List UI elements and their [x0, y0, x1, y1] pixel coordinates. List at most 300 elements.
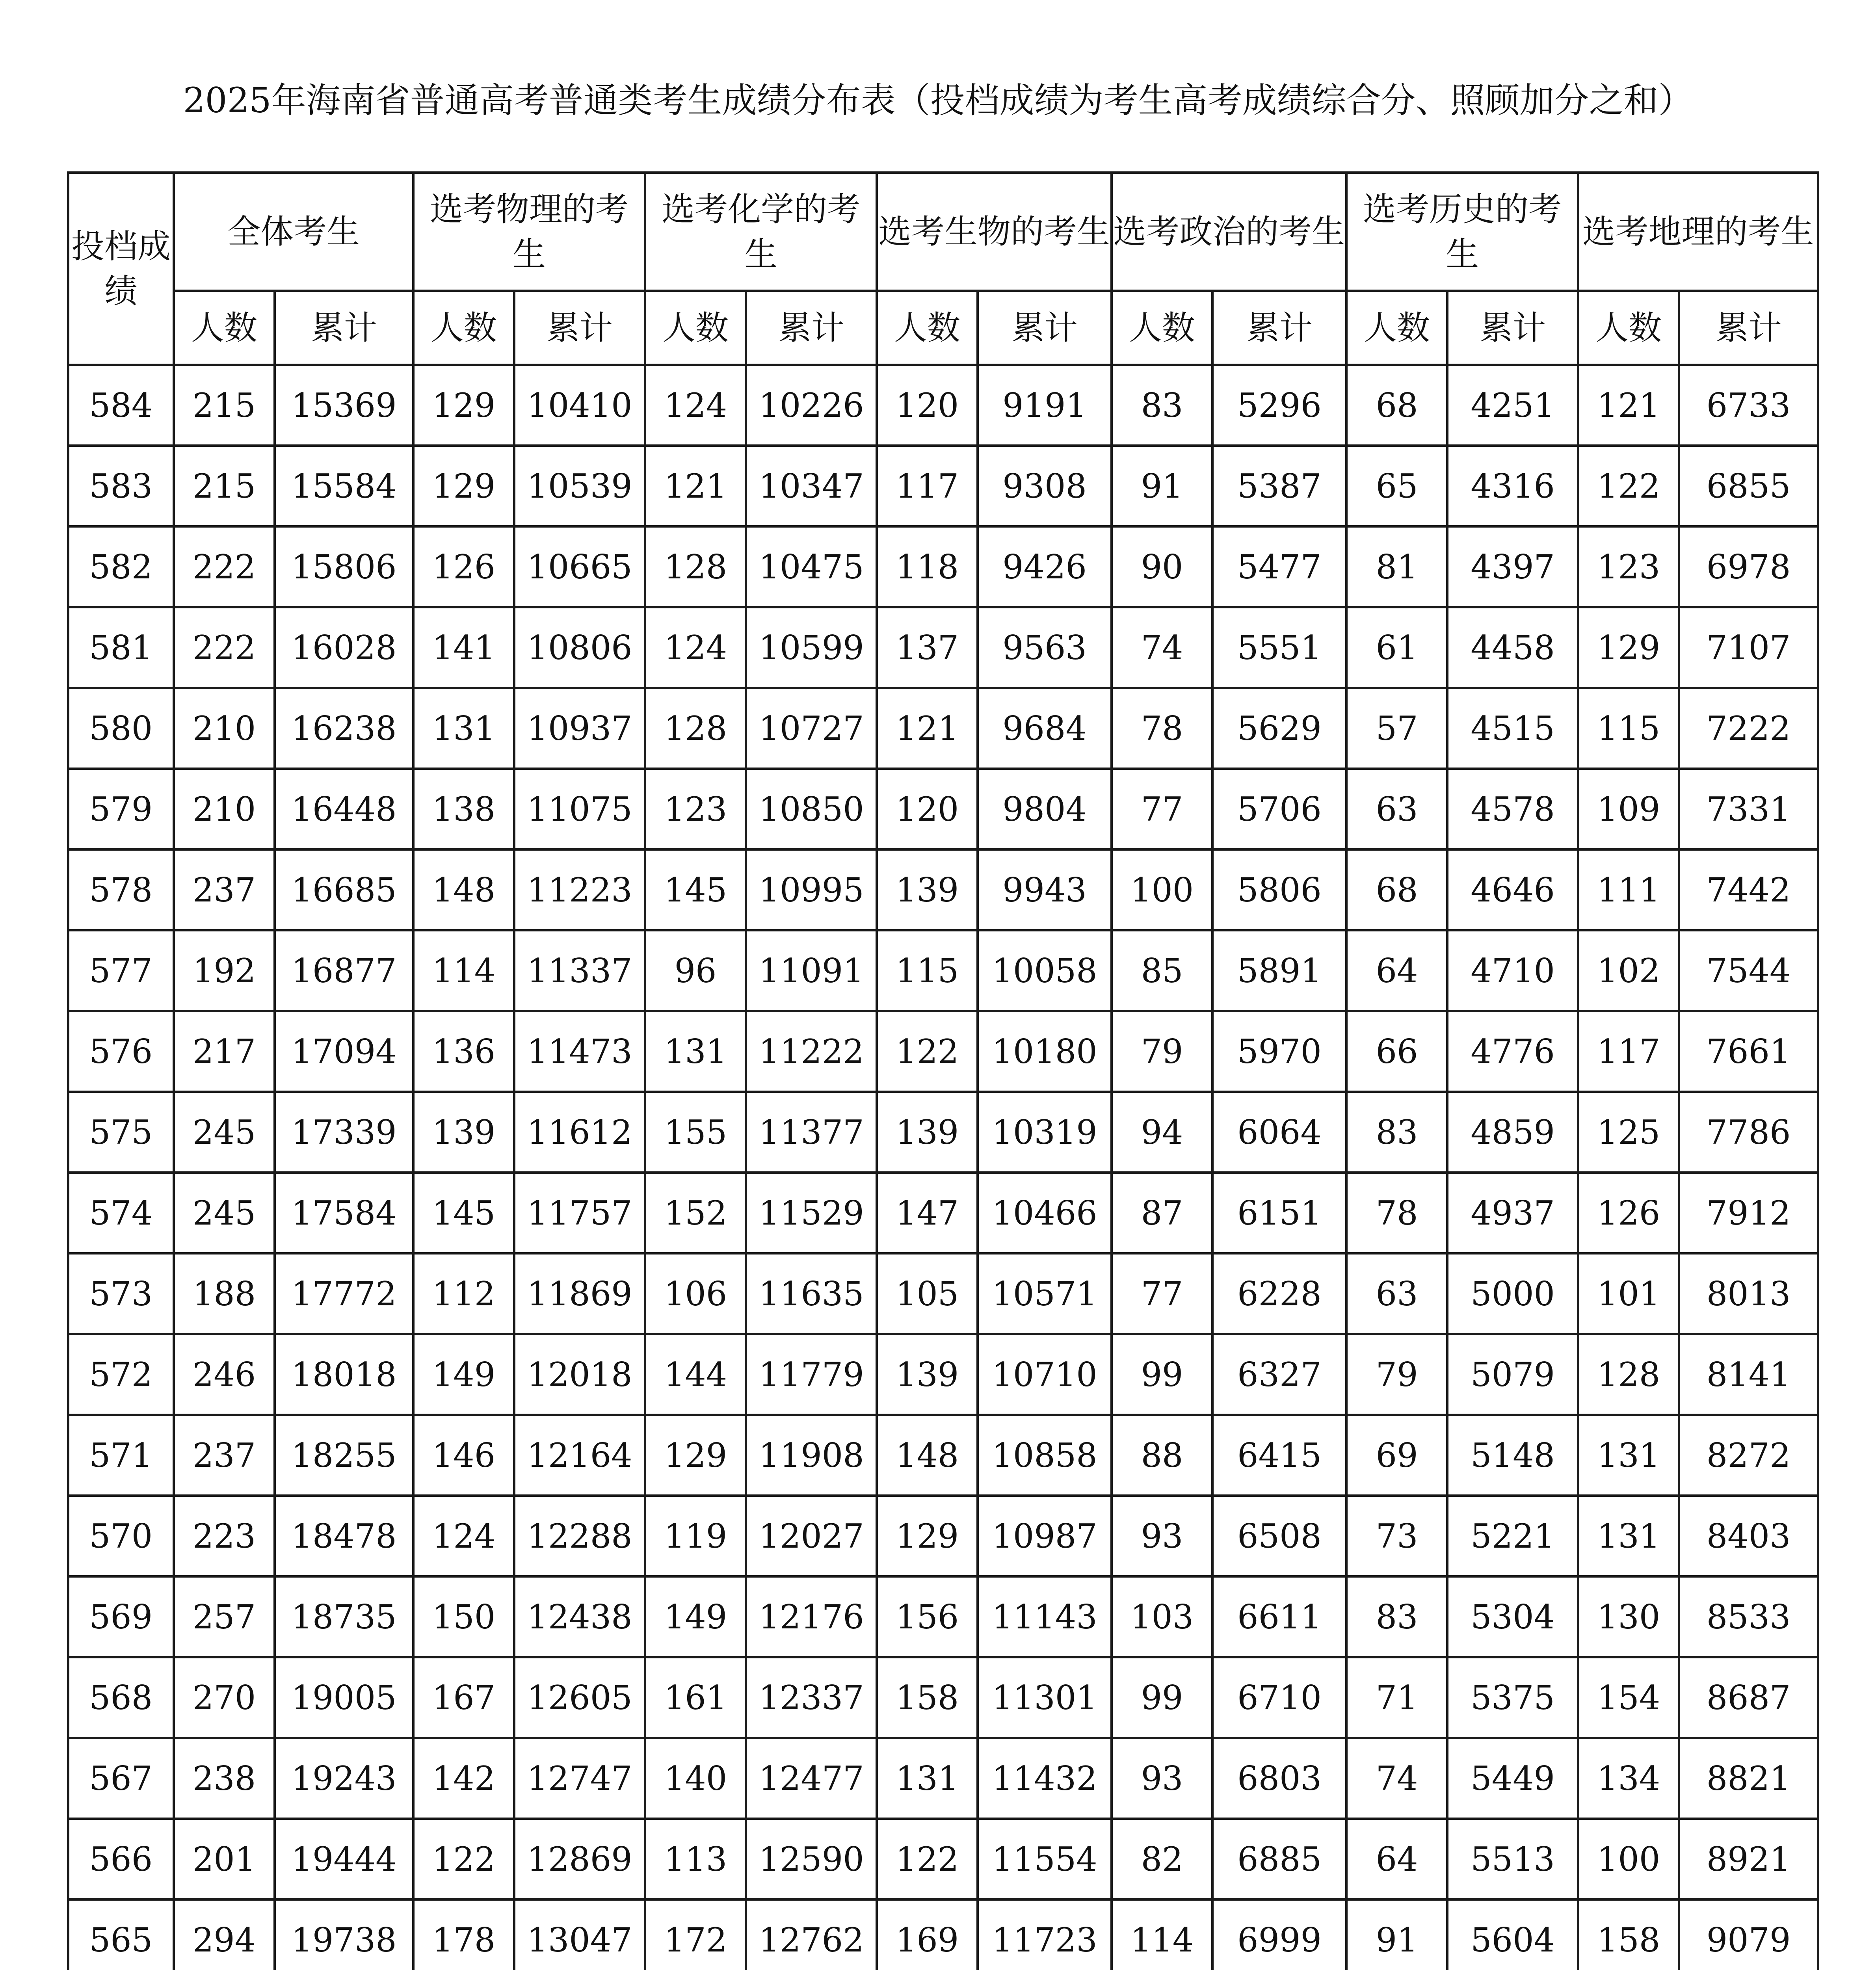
- count-cell: 122: [1578, 446, 1679, 526]
- score-cell: 575: [68, 1092, 174, 1173]
- cumulative-cell: 12337: [746, 1657, 877, 1738]
- cumulative-cell: 5000: [1447, 1253, 1578, 1334]
- score-cell: 580: [68, 688, 174, 769]
- cumulative-cell: 7222: [1679, 688, 1818, 769]
- cumulative-cell: 6611: [1212, 1576, 1346, 1657]
- cumulative-cell: 6733: [1679, 365, 1818, 446]
- cumulative-cell: 5477: [1212, 526, 1346, 607]
- count-cell: 96: [645, 930, 746, 1011]
- cumulative-cell: 18478: [275, 1496, 413, 1576]
- cumulative-cell: 7544: [1679, 930, 1818, 1011]
- cumulative-cell: 10599: [746, 607, 877, 688]
- cumulative-cell: 8403: [1679, 1496, 1818, 1576]
- count-cell: 147: [877, 1173, 978, 1253]
- count-header: 人数: [1346, 291, 1447, 365]
- cumulative-cell: 12027: [746, 1496, 877, 1576]
- count-cell: 117: [1578, 1011, 1679, 1092]
- cumulative-cell: 11337: [514, 930, 645, 1011]
- count-cell: 114: [1112, 1899, 1212, 1970]
- count-cell: 119: [645, 1496, 746, 1576]
- cumulative-cell: 8687: [1679, 1657, 1818, 1738]
- cumulative-cell: 12869: [514, 1819, 645, 1899]
- count-cell: 90: [1112, 526, 1212, 607]
- count-cell: 124: [413, 1496, 514, 1576]
- cumulative-cell: 9191: [978, 365, 1112, 446]
- cumulative-cell: 12590: [746, 1819, 877, 1899]
- cumulative-cell: 10475: [746, 526, 877, 607]
- count-cell: 130: [1578, 1576, 1679, 1657]
- cumulative-cell: 4937: [1447, 1173, 1578, 1253]
- cumulative-cell: 5296: [1212, 365, 1346, 446]
- count-cell: 210: [174, 769, 275, 849]
- count-cell: 121: [645, 446, 746, 526]
- table-row: [68, 607, 1818, 688]
- count-cell: 270: [174, 1657, 275, 1738]
- document-title: 2025年海南省普通高考普通类考生成绩分布表（投档成绩为考生高考成绩综合分、照顾加分之和）: [183, 80, 1693, 121]
- cumulative-cell: 9943: [978, 849, 1112, 930]
- table-row: [68, 1576, 1818, 1657]
- cumulative-cell: 11473: [514, 1011, 645, 1092]
- cumulative-cell: 19005: [275, 1657, 413, 1738]
- cumulative-cell: 11301: [978, 1657, 1112, 1738]
- count-header: 人数: [174, 291, 275, 365]
- count-cell: 167: [413, 1657, 514, 1738]
- cumulative-cell: 9804: [978, 769, 1112, 849]
- cumulative-cell: 5221: [1447, 1496, 1578, 1576]
- cumulative-cell: 8821: [1679, 1738, 1818, 1819]
- cumulative-cell: 16238: [275, 688, 413, 769]
- cumulative-cell: 6885: [1212, 1819, 1346, 1899]
- count-cell: 117: [877, 446, 978, 526]
- cumulative-cell: 5806: [1212, 849, 1346, 930]
- count-header: 人数: [1112, 291, 1212, 365]
- count-cell: 77: [1112, 1253, 1212, 1334]
- count-cell: 122: [877, 1011, 978, 1092]
- table-row: [68, 1173, 1818, 1253]
- count-cell: 105: [877, 1253, 978, 1334]
- count-cell: 158: [877, 1657, 978, 1738]
- score-cell: 581: [68, 607, 174, 688]
- count-cell: 124: [645, 365, 746, 446]
- cumulative-cell: 10466: [978, 1173, 1112, 1253]
- count-cell: 192: [174, 930, 275, 1011]
- count-cell: 79: [1346, 1334, 1447, 1415]
- count-cell: 125: [1578, 1092, 1679, 1173]
- count-cell: 129: [413, 446, 514, 526]
- count-cell: 128: [1578, 1334, 1679, 1415]
- count-cell: 69: [1346, 1415, 1447, 1496]
- cumulative-cell: 6415: [1212, 1415, 1346, 1496]
- count-cell: 113: [645, 1819, 746, 1899]
- cumulative-cell: 8272: [1679, 1415, 1818, 1496]
- count-header: 人数: [877, 291, 978, 365]
- group-header: 选考物理的考生: [413, 173, 645, 291]
- cumulative-cell: 11723: [978, 1899, 1112, 1970]
- count-cell: 128: [645, 526, 746, 607]
- score-cell: 571: [68, 1415, 174, 1496]
- table-row: [68, 526, 1818, 607]
- count-cell: 140: [645, 1738, 746, 1819]
- cumulative-cell: 6855: [1679, 446, 1818, 526]
- score-cell: 572: [68, 1334, 174, 1415]
- count-cell: 137: [877, 607, 978, 688]
- count-cell: 100: [1112, 849, 1212, 930]
- cumulative-cell: 7331: [1679, 769, 1818, 849]
- cumulative-cell: 8533: [1679, 1576, 1818, 1657]
- cumulative-cell: 19243: [275, 1738, 413, 1819]
- count-cell: 73: [1346, 1496, 1447, 1576]
- cumulative-cell: 16028: [275, 607, 413, 688]
- group-header: 选考化学的考生: [645, 173, 877, 291]
- count-cell: 81: [1346, 526, 1447, 607]
- count-cell: 131: [413, 688, 514, 769]
- cumulative-cell: 15584: [275, 446, 413, 526]
- count-cell: 215: [174, 446, 275, 526]
- cumulative-cell: 10987: [978, 1496, 1112, 1576]
- count-cell: 139: [877, 849, 978, 930]
- cumulative-cell: 11529: [746, 1173, 877, 1253]
- score-cell: 584: [68, 365, 174, 446]
- count-cell: 83: [1112, 365, 1212, 446]
- count-header: 人数: [413, 291, 514, 365]
- cumulative-cell: 6151: [1212, 1173, 1346, 1253]
- count-cell: 124: [645, 607, 746, 688]
- count-cell: 141: [413, 607, 514, 688]
- count-cell: 201: [174, 1819, 275, 1899]
- cumulative-cell: 12018: [514, 1334, 645, 1415]
- count-cell: 215: [174, 365, 275, 446]
- table-row: [68, 769, 1818, 849]
- score-cell: 569: [68, 1576, 174, 1657]
- count-cell: 61: [1346, 607, 1447, 688]
- count-cell: 121: [1578, 365, 1679, 446]
- table-row: [68, 1253, 1818, 1334]
- count-cell: 223: [174, 1496, 275, 1576]
- cumulative-cell: 11075: [514, 769, 645, 849]
- cumulative-cell: 13047: [514, 1899, 645, 1970]
- score-cell: 576: [68, 1011, 174, 1092]
- cumulative-cell: 11143: [978, 1576, 1112, 1657]
- cumulative-cell: 12747: [514, 1738, 645, 1819]
- count-cell: 57: [1346, 688, 1447, 769]
- score-cell: 583: [68, 446, 174, 526]
- cumulative-cell: 6710: [1212, 1657, 1346, 1738]
- count-cell: 172: [645, 1899, 746, 1970]
- count-cell: 169: [877, 1899, 978, 1970]
- cumulative-cell: 11222: [746, 1011, 877, 1092]
- cumulative-cell: 19738: [275, 1899, 413, 1970]
- count-cell: 129: [645, 1415, 746, 1496]
- cumulative-cell: 17094: [275, 1011, 413, 1092]
- count-cell: 102: [1578, 930, 1679, 1011]
- count-cell: 112: [413, 1253, 514, 1334]
- count-cell: 87: [1112, 1173, 1212, 1253]
- table-row: [68, 1415, 1818, 1496]
- count-cell: 101: [1578, 1253, 1679, 1334]
- count-cell: 63: [1346, 1253, 1447, 1334]
- count-cell: 123: [1578, 526, 1679, 607]
- count-cell: 115: [1578, 688, 1679, 769]
- count-cell: 139: [877, 1092, 978, 1173]
- cumulative-cell: 8141: [1679, 1334, 1818, 1415]
- cumulative-cell: 4859: [1447, 1092, 1578, 1173]
- count-cell: 93: [1112, 1738, 1212, 1819]
- score-cell: 573: [68, 1253, 174, 1334]
- count-cell: 131: [645, 1011, 746, 1092]
- count-cell: 126: [1578, 1173, 1679, 1253]
- count-cell: 82: [1112, 1819, 1212, 1899]
- count-cell: 155: [645, 1092, 746, 1173]
- count-header: 人数: [645, 291, 746, 365]
- cumulative-cell: 6508: [1212, 1496, 1346, 1576]
- count-cell: 79: [1112, 1011, 1212, 1092]
- cumulative-cell: 16685: [275, 849, 413, 930]
- count-cell: 238: [174, 1738, 275, 1819]
- cumulative-cell: 11091: [746, 930, 877, 1011]
- count-cell: 129: [877, 1496, 978, 1576]
- count-cell: 68: [1346, 849, 1447, 930]
- count-cell: 129: [1578, 607, 1679, 688]
- cumulative-cell: 10665: [514, 526, 645, 607]
- cumulative-cell: 15369: [275, 365, 413, 446]
- cumulative-cell: 8921: [1679, 1819, 1818, 1899]
- table-row: [68, 688, 1818, 769]
- count-cell: 83: [1346, 1576, 1447, 1657]
- cumulative-cell: 17772: [275, 1253, 413, 1334]
- table-row: [68, 849, 1818, 930]
- group-header: 选考地理的考生: [1578, 173, 1818, 291]
- count-cell: 146: [413, 1415, 514, 1496]
- count-cell: 120: [877, 365, 978, 446]
- count-cell: 94: [1112, 1092, 1212, 1173]
- count-cell: 145: [645, 849, 746, 930]
- count-cell: 103: [1112, 1576, 1212, 1657]
- cumulative-cell: 10937: [514, 688, 645, 769]
- cumulative-cell: 10226: [746, 365, 877, 446]
- count-cell: 122: [413, 1819, 514, 1899]
- count-cell: 65: [1346, 446, 1447, 526]
- count-cell: 150: [413, 1576, 514, 1657]
- cumulative-cell: 10806: [514, 607, 645, 688]
- count-cell: 142: [413, 1738, 514, 1819]
- count-cell: 257: [174, 1576, 275, 1657]
- cumulative-cell: 19444: [275, 1819, 413, 1899]
- count-cell: 154: [1578, 1657, 1679, 1738]
- count-cell: 144: [645, 1334, 746, 1415]
- cumulative-cell: 11554: [978, 1819, 1112, 1899]
- cumulative-cell: 11612: [514, 1092, 645, 1173]
- cumulative-cell: 12477: [746, 1738, 877, 1819]
- table-row: [68, 365, 1818, 446]
- cumulative-cell: 5148: [1447, 1415, 1578, 1496]
- cumulative-cell: 10058: [978, 930, 1112, 1011]
- count-cell: 158: [1578, 1899, 1679, 1970]
- count-cell: 188: [174, 1253, 275, 1334]
- table-row: [68, 446, 1818, 526]
- table-row: [68, 1738, 1818, 1819]
- count-cell: 99: [1112, 1657, 1212, 1738]
- table-body: [68, 365, 1818, 1970]
- cumulative-cell: 5375: [1447, 1657, 1578, 1738]
- cumulative-cell: 18255: [275, 1415, 413, 1496]
- count-cell: 148: [877, 1415, 978, 1496]
- score-cell: 578: [68, 849, 174, 930]
- cumulative-header: 累计: [514, 291, 645, 365]
- cumulative-header: 累计: [1212, 291, 1346, 365]
- count-cell: 138: [413, 769, 514, 849]
- count-cell: 77: [1112, 769, 1212, 849]
- cumulative-cell: 6327: [1212, 1334, 1346, 1415]
- cumulative-header: 累计: [1447, 291, 1578, 365]
- cumulative-cell: 10410: [514, 365, 645, 446]
- score-cell: 579: [68, 769, 174, 849]
- cumulative-cell: 7107: [1679, 607, 1818, 688]
- count-cell: 64: [1346, 930, 1447, 1011]
- cumulative-cell: 12438: [514, 1576, 645, 1657]
- count-cell: 178: [413, 1899, 514, 1970]
- cumulative-cell: 4646: [1447, 849, 1578, 930]
- count-cell: 121: [877, 688, 978, 769]
- cumulative-cell: 5970: [1212, 1011, 1346, 1092]
- count-cell: 131: [1578, 1496, 1679, 1576]
- table-row: [68, 1819, 1818, 1899]
- count-cell: 131: [1578, 1415, 1679, 1496]
- table-row: [68, 1334, 1818, 1415]
- cumulative-cell: 7912: [1679, 1173, 1818, 1253]
- count-cell: 123: [645, 769, 746, 849]
- count-cell: 68: [1346, 365, 1447, 446]
- count-cell: 88: [1112, 1415, 1212, 1496]
- count-cell: 294: [174, 1899, 275, 1970]
- cumulative-cell: 11757: [514, 1173, 645, 1253]
- count-cell: 91: [1346, 1899, 1447, 1970]
- table-row: [68, 930, 1818, 1011]
- cumulative-cell: 10180: [978, 1011, 1112, 1092]
- count-cell: 217: [174, 1011, 275, 1092]
- count-cell: 120: [877, 769, 978, 849]
- count-cell: 106: [645, 1253, 746, 1334]
- count-cell: 156: [877, 1576, 978, 1657]
- cumulative-cell: 9426: [978, 526, 1112, 607]
- cumulative-cell: 10539: [514, 446, 645, 526]
- cumulative-cell: 6978: [1679, 526, 1818, 607]
- group-header: 选考政治的考生: [1112, 173, 1346, 291]
- cumulative-cell: 10710: [978, 1334, 1112, 1415]
- cumulative-cell: 12288: [514, 1496, 645, 1576]
- count-cell: 115: [877, 930, 978, 1011]
- table-row: [68, 1657, 1818, 1738]
- count-cell: 149: [413, 1334, 514, 1415]
- group-header: 选考历史的考生: [1346, 173, 1578, 291]
- count-cell: 64: [1346, 1819, 1447, 1899]
- cumulative-cell: 16877: [275, 930, 413, 1011]
- cumulative-cell: 11908: [746, 1415, 877, 1496]
- cumulative-cell: 7661: [1679, 1011, 1818, 1092]
- cumulative-cell: 18018: [275, 1334, 413, 1415]
- cumulative-cell: 9079: [1679, 1899, 1818, 1970]
- count-cell: 118: [877, 526, 978, 607]
- score-distribution-table: [67, 171, 1819, 1970]
- cumulative-cell: 6228: [1212, 1253, 1346, 1334]
- count-cell: 93: [1112, 1496, 1212, 1576]
- count-cell: 71: [1346, 1657, 1447, 1738]
- cumulative-cell: 6999: [1212, 1899, 1346, 1970]
- cumulative-cell: 11432: [978, 1738, 1112, 1819]
- cumulative-cell: 10858: [978, 1415, 1112, 1496]
- cumulative-cell: 11869: [514, 1253, 645, 1334]
- cumulative-cell: 18735: [275, 1576, 413, 1657]
- cumulative-cell: 4515: [1447, 688, 1578, 769]
- cumulative-cell: 12762: [746, 1899, 877, 1970]
- count-cell: 136: [413, 1011, 514, 1092]
- count-cell: 245: [174, 1173, 275, 1253]
- cumulative-cell: 9563: [978, 607, 1112, 688]
- count-cell: 111: [1578, 849, 1679, 930]
- cumulative-cell: 9684: [978, 688, 1112, 769]
- cumulative-cell: 11377: [746, 1092, 877, 1173]
- score-cell: 574: [68, 1173, 174, 1253]
- count-cell: 131: [877, 1738, 978, 1819]
- cumulative-cell: 11635: [746, 1253, 877, 1334]
- cumulative-cell: 4578: [1447, 769, 1578, 849]
- count-cell: 78: [1346, 1173, 1447, 1253]
- cumulative-cell: 4710: [1447, 930, 1578, 1011]
- cumulative-cell: 6064: [1212, 1092, 1346, 1173]
- cumulative-cell: 10347: [746, 446, 877, 526]
- count-header: 人数: [1578, 291, 1679, 365]
- count-cell: 139: [413, 1092, 514, 1173]
- cumulative-cell: 10727: [746, 688, 877, 769]
- group-header: 选考生物的考生: [877, 173, 1112, 291]
- score-cell: 570: [68, 1496, 174, 1576]
- table-subheader-row: [68, 291, 1818, 365]
- score-cell: 566: [68, 1819, 174, 1899]
- count-cell: 91: [1112, 446, 1212, 526]
- cumulative-cell: 5449: [1447, 1738, 1578, 1819]
- table-header-row: [68, 173, 1818, 291]
- count-cell: 122: [877, 1819, 978, 1899]
- cumulative-cell: 5304: [1447, 1576, 1578, 1657]
- cumulative-cell: 6803: [1212, 1738, 1346, 1819]
- count-cell: 148: [413, 849, 514, 930]
- score-cell: 565: [68, 1899, 174, 1970]
- table-row: [68, 1899, 1818, 1970]
- score-cell: 568: [68, 1657, 174, 1738]
- count-cell: 74: [1112, 607, 1212, 688]
- cumulative-cell: 17339: [275, 1092, 413, 1173]
- cumulative-cell: 5604: [1447, 1899, 1578, 1970]
- count-cell: 74: [1346, 1738, 1447, 1819]
- score-cell: 577: [68, 930, 174, 1011]
- cumulative-cell: 5513: [1447, 1819, 1578, 1899]
- cumulative-cell: 16448: [275, 769, 413, 849]
- cumulative-cell: 10850: [746, 769, 877, 849]
- count-cell: 222: [174, 607, 275, 688]
- cumulative-cell: 12164: [514, 1415, 645, 1496]
- cumulative-cell: 5706: [1212, 769, 1346, 849]
- group-header: 全体考生: [174, 173, 413, 291]
- cumulative-cell: 5387: [1212, 446, 1346, 526]
- count-cell: 83: [1346, 1092, 1447, 1173]
- score-cell: 567: [68, 1738, 174, 1819]
- count-cell: 109: [1578, 769, 1679, 849]
- count-cell: 129: [413, 365, 514, 446]
- count-cell: 152: [645, 1173, 746, 1253]
- table-row: [68, 1092, 1818, 1173]
- count-cell: 139: [877, 1334, 978, 1415]
- count-cell: 237: [174, 849, 275, 930]
- cumulative-cell: 4776: [1447, 1011, 1578, 1092]
